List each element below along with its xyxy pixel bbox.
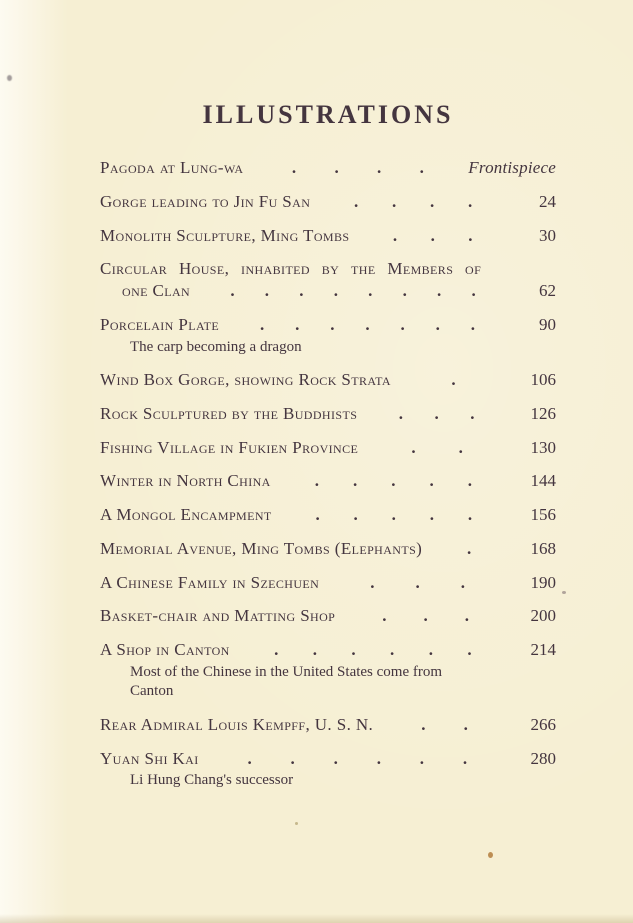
entry-page: Frontispiece: [468, 158, 556, 177]
leader-dot: .: [264, 281, 270, 300]
entry-row: [100, 470, 556, 492]
paper-speck: [295, 822, 298, 825]
subtitle-line: Li Hung Chang's successor: [130, 772, 294, 789]
entry-title: Monolith Sculpture, Ming Tombs: [100, 225, 350, 245]
leader-dot: .: [400, 314, 405, 334]
illustration-entry: [100, 369, 556, 391]
entry-title: Fishing Village in Fukien Province: [100, 437, 359, 457]
illustration-entry: [100, 714, 556, 736]
dot-leader: [401, 369, 506, 391]
entry-row: [100, 639, 556, 661]
paper-speck: [7, 75, 12, 81]
leader-dot: .: [429, 191, 435, 211]
dot-leader: [329, 572, 506, 594]
entry-row: [100, 437, 556, 459]
leader-dot: .: [466, 538, 472, 558]
leader-dot: .: [382, 606, 387, 626]
leader-dot: .: [247, 748, 252, 768]
entry-title: A Mongol Encampment: [100, 505, 272, 524]
leader-dot: .: [463, 714, 468, 734]
illustration-entry: [100, 748, 556, 791]
leader-dot: .: [376, 748, 381, 768]
entry-row: [100, 605, 556, 627]
illustration-entry: [100, 538, 556, 560]
entry-title: Wind Box Gorge, showing Rock Strata: [100, 370, 391, 389]
leader-dot: .: [470, 314, 476, 334]
leader-dot: .: [290, 748, 295, 768]
entry-page: 168: [530, 538, 556, 558]
entry-title: Memorial Avenue, Ming Tombs (Elephants): [100, 538, 423, 558]
leader-dot: .: [470, 403, 475, 423]
entry-title: Yuan Shi Kai: [100, 748, 199, 768]
leader-dot: .: [353, 505, 358, 524]
entry-title: Basket-chair and Matting Shop: [100, 606, 336, 626]
leader-dot: .: [365, 314, 370, 334]
entry-row: [100, 714, 556, 736]
paper-speck: [562, 591, 566, 594]
entry-title: Pagoda at Lung-wa: [100, 158, 244, 177]
entry-title: A Chinese Family in Szechuen: [100, 572, 320, 592]
illustration-entry: [100, 403, 556, 425]
entry-title: Gorge leading to Jin Fu San: [100, 191, 311, 211]
dot-leader: [368, 437, 506, 459]
leader-dot: .: [291, 158, 297, 177]
entry-row: [100, 258, 556, 280]
leader-dot: .: [460, 572, 465, 592]
illustration-entry: [100, 639, 556, 702]
leader-dot: .: [429, 471, 434, 491]
illustration-entry: [100, 470, 556, 492]
leader-dot: .: [423, 606, 428, 626]
leader-dot: .: [334, 158, 339, 177]
leader-dot: .: [392, 191, 397, 211]
leader-dot: .: [458, 437, 463, 457]
entry-row: [100, 191, 556, 213]
leader-dot: .: [377, 158, 382, 177]
leader-dot: .: [462, 748, 468, 768]
leader-dot: .: [370, 572, 375, 592]
leader-dot: .: [467, 640, 472, 659]
leader-dot: .: [402, 281, 407, 300]
leader-dot: .: [314, 471, 319, 491]
entry-row: [100, 225, 556, 247]
dot-leader: [200, 280, 506, 302]
illustration-entry: [100, 157, 556, 179]
leader-dot: .: [274, 640, 279, 659]
leader-dot: .: [467, 471, 472, 491]
leader-dot: .: [451, 370, 456, 389]
entry-page: 200: [530, 606, 556, 626]
leader-dot: .: [315, 505, 320, 524]
entry-page: 62: [539, 281, 556, 300]
entry-page: 280: [530, 748, 556, 768]
leader-dot: .: [437, 281, 442, 300]
dot-leader: [345, 605, 506, 627]
entry-subtitle: [100, 771, 556, 791]
leader-dot: .: [312, 640, 318, 659]
entry-row: [100, 369, 556, 391]
leader-dot: .: [419, 158, 424, 177]
subtitle-line: Canton: [130, 683, 174, 700]
illustration-entry: [100, 504, 556, 526]
entry-page: 266: [530, 714, 556, 734]
entry-row: [100, 157, 556, 179]
dot-leader: [282, 504, 506, 526]
dot-leader: [240, 639, 506, 661]
illustration-list: [100, 157, 556, 791]
illustration-entry: [100, 258, 556, 302]
entry-page: 126: [530, 403, 556, 423]
subtitle-line: Most of the Chinese in the United States come from: [130, 663, 443, 680]
leader-dot: .: [333, 281, 338, 300]
entry-title: Winter in North China: [100, 471, 271, 491]
leader-dot: .: [230, 281, 235, 300]
leader-dot: .: [398, 403, 404, 423]
leader-dot: .: [429, 505, 434, 524]
leader-dot: .: [354, 191, 359, 211]
entry-title: A Shop in Canton: [100, 640, 230, 659]
leader-dot: .: [428, 640, 433, 659]
illustration-entry: [100, 605, 556, 627]
leader-dot: .: [299, 281, 304, 300]
illustration-entry: [100, 314, 556, 357]
illustration-entry: [100, 572, 556, 594]
entry-row: [100, 572, 556, 594]
dot-leader: [209, 748, 506, 770]
entry-subtitle: [100, 663, 556, 702]
dot-leader: [359, 225, 506, 247]
illustration-entry: [100, 191, 556, 213]
entry-row: [100, 403, 556, 425]
entry-subtitle: [100, 338, 556, 358]
entry-page: 106: [530, 370, 556, 389]
leader-dot: .: [467, 505, 473, 524]
leader-dot: .: [333, 748, 338, 768]
entry-title: Rock Sculptured by the Buddhists: [100, 403, 358, 423]
entry-page: 144: [530, 471, 556, 491]
entry-row-continued: [100, 280, 556, 302]
subtitle-line: The carp becoming a dragon: [130, 338, 302, 355]
leader-dot: .: [391, 505, 396, 524]
entry-page: 90: [539, 314, 556, 334]
entry-title-continued: one Clan: [122, 281, 191, 300]
entry-title: Circular House, inhabited by the Members of: [100, 259, 482, 279]
leader-dot: .: [464, 606, 469, 626]
leader-dot: .: [330, 314, 335, 334]
leader-dot: .: [295, 314, 300, 334]
entry-row: [100, 538, 556, 560]
page-title: ILLUSTRATIONS: [202, 100, 454, 129]
leader-dot: .: [391, 471, 396, 491]
dot-leader: [432, 538, 506, 560]
leader-dot: .: [468, 225, 473, 245]
leader-dot: .: [467, 191, 473, 211]
entry-page: 190: [530, 572, 556, 592]
leader-dot: .: [415, 572, 420, 592]
leader-dot: .: [260, 314, 265, 334]
entry-title: Porcelain Plate: [100, 314, 220, 334]
entry-page: 24: [539, 191, 556, 211]
entry-page: 30: [539, 225, 556, 245]
paper-speck: [488, 852, 493, 858]
leader-dot: .: [368, 281, 373, 300]
leader-dot: .: [434, 403, 439, 423]
dot-leader: [253, 157, 462, 179]
dot-leader: [229, 314, 506, 336]
entry-page: 214: [530, 640, 556, 659]
leader-dot: .: [351, 640, 356, 659]
dot-leader: [320, 191, 506, 213]
illustration-entry: [100, 437, 556, 459]
illustration-entry: [100, 225, 556, 247]
entry-row: [100, 748, 556, 770]
leader-dot: .: [435, 314, 440, 334]
leader-dot: .: [390, 640, 395, 659]
leader-dot: .: [392, 225, 398, 245]
entry-page: 156: [530, 505, 556, 524]
leader-dot: .: [421, 714, 426, 734]
entry-title: Rear Admiral Louis Kempff, U. S. N.: [100, 714, 374, 734]
entry-row: [100, 314, 556, 336]
dot-leader: [383, 714, 506, 736]
entry-page: 130: [530, 437, 556, 457]
leader-dot: .: [353, 471, 358, 491]
dot-leader: [281, 470, 506, 492]
entry-row: [100, 504, 556, 526]
dot-leader: [367, 403, 506, 425]
leader-dot: .: [471, 281, 476, 300]
leader-dot: .: [430, 225, 435, 245]
leader-dot: .: [419, 748, 425, 768]
leader-dot: .: [411, 437, 416, 457]
